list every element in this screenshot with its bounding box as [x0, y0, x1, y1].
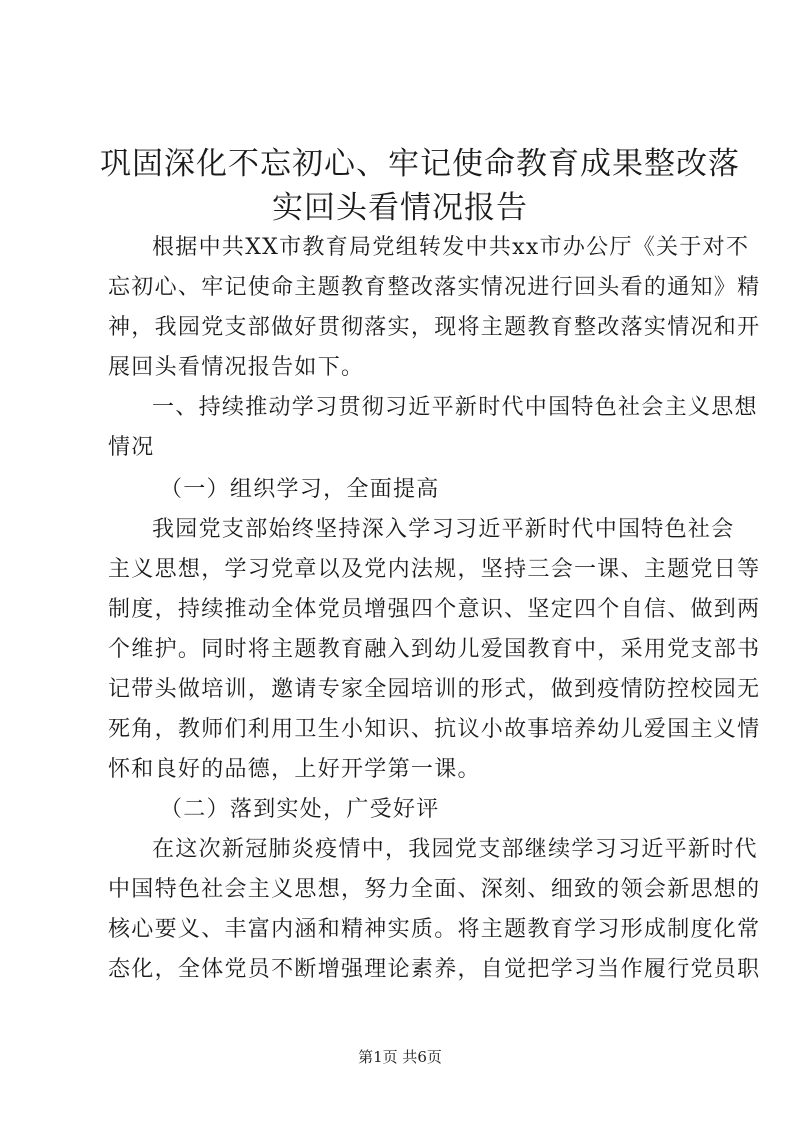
- title-line-1: 巩固深化不忘初心、牢记使命教育成果整改落: [100, 146, 740, 182]
- text-line: 忘初心、牢记使命主题教育整改落实情况进行回头看的通知》精: [108, 275, 761, 300]
- text-line: 一、持续推动学习贯彻习近平新时代中国特色社会主义思想: [152, 395, 758, 420]
- text-line: 在这次新冠肺炎疫情中，我园党支部继续学习习近平新时代: [152, 837, 758, 862]
- text-line: 情况: [108, 435, 155, 460]
- subsection-1-paragraph: [108, 510, 761, 790]
- intro-paragraph: [108, 228, 761, 388]
- title-line-2: 实回头看情况报告: [272, 190, 528, 226]
- text-line: 根据中共XX市教育局党组转发中共xx市办公厅《关于对不: [152, 235, 750, 260]
- text-line: 神，我园党支部做好贯彻落实，现将主题教育整改落实情况和开: [108, 315, 761, 340]
- subsection-2-heading: （二）落到实处，广受好评: [160, 797, 440, 822]
- subsection-2-paragraph: [108, 830, 761, 990]
- text-line: 主义思想，学习党章以及党内法规，坚持三会一课、主题党日等: [108, 557, 761, 582]
- text-line: 怀和良好的品德，上好开学第一课。: [108, 757, 481, 782]
- subsection-1-heading: （一）组织学习，全面提高: [160, 477, 440, 502]
- text-line: 核心要义、丰富内涵和精神实质。将主题教育学习形成制度化常: [108, 917, 761, 942]
- text-line: 制度，持续推动全体党员增强四个意识、坚定四个自信、做到两: [108, 597, 761, 622]
- text-line: 态化，全体党员不断增强理论素养，自觉把学习当作履行党员职: [108, 957, 761, 982]
- text-line: 中国特色社会主义思想，努力全面、深刻、细致的领会新思想的: [108, 877, 761, 902]
- text-line: 我园党支部始终坚持深入学习习近平新时代中国特色社会: [152, 517, 735, 542]
- text-line: 展回头看情况报告如下。: [108, 355, 365, 380]
- document-title: [100, 142, 740, 230]
- text-line: 个维护。同时将主题教育融入到幼儿爱国教育中，采用党支部书: [108, 637, 761, 662]
- page-number-footer: 第1页 共6页: [358, 1048, 442, 1066]
- section-1-heading: [108, 388, 758, 468]
- text-line: 死角，教师们利用卫生小知识、抗议小故事培养幼儿爱国主义情: [108, 717, 761, 742]
- text-line: 记带头做培训，邀请专家全园培训的形式，做到疫情防控校园无: [108, 677, 761, 702]
